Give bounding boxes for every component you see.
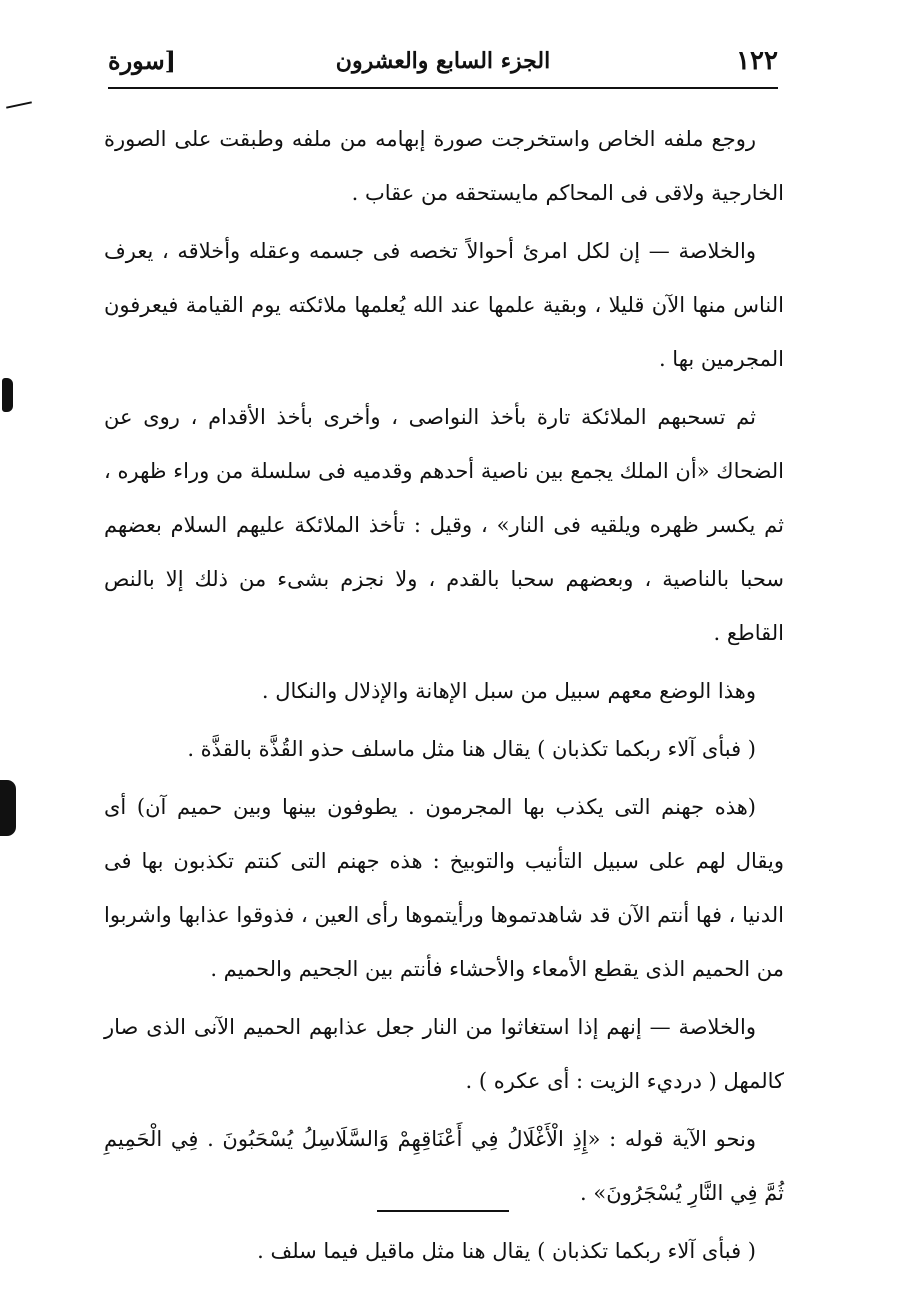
paragraph: روجع ملفه الخاص واستخرجت صورة إبهامه من ملفه وطبقت على الصورة الخارجية ولاقى فى المحاكم مايستحقه من عقاب . [104,127,784,205]
paragraph: والخلاصة — إن لكل امرئ أحوالاً تخصه فى جسمه وعقله وأخلاقه ، يعرف الناس منها الآن قليلا ، وبقية علمها عند الله يُعلمها ملائكته يوم القيامة فيعرفون المجرمين بها . [104,239,784,371]
paragraph: ( فبأى آلاء ربكما تكذبان ) يقال هنا مثل ماسلف حذو القُذَّة بالقذَّة . [187,737,756,761]
surah-label: [سورة [108,46,177,75]
header-rule [108,87,778,89]
paragraph: ونحو الآية قوله : «إِذِ الْأَغْلَالُ فِي أَعْنَاقِهِمْ وَالسَّلَاسِلُ يُسْحَبُونَ . فِي الْحَمِيمِ ثُمَّ فِي النَّارِ يُسْجَرُونَ» . [104,1127,784,1205]
scan-artifact [2,378,13,412]
running-title: الجزء السابع والعشرون [335,48,551,74]
scan-artifact [0,780,16,836]
paragraph: (هذه جهنم التى يكذب بها المجرمون . يطوفون بينها وبين حميم آن) أى ويقال لهم على سبيل التأنيب والتوبيخ : هذه جهنم التى كنتم تكذبون بها فى الدنيا ، فها أنتم الآن قد شاهدتموها ورأيتموها رأى العين ، فذوقوا عذابها واشربوا من الحميم الذى يقطع الأمعاء والأحشاء فأنتم بين الجحيم والحميم . [104,795,784,981]
end-rule [377,1210,509,1212]
paragraph: والخلاصة — إنهم إذا استغاثوا من النار جعل عذابهم الحميم الآنى الذى صار كالمهل ( درديء الزيت : أى عكره ) . [104,1015,784,1093]
paragraph: وهذا الوضع معهم سبيل من سبل الإهانة والإذلال والنكال . [261,679,756,703]
page-number: ١٢٢ [736,46,778,76]
page-header [108,40,778,90]
paragraph: ( فبأى آلاء ربكما تكذبان ) يقال هنا مثل ماقيل فيما سلف . [257,1239,756,1263]
paragraph: ثم تسحبهم الملائكة تارة بأخذ النواصى ، وأخرى بأخذ الأقدام ، روى عن الضحاك «أن الملك يجمع بين ناصية أحدهم وقدميه فى سلسلة من وراء ظهره ، ثم يكسر ظهره ويلقيه فى النار» ، وقيل : تأخذ الملائكة عليهم السلام بعضهم سحبا بالناصية ، وبعضهم سحبا بالقدم ، ولا نجزم بشىء من ذلك إلا بالنص القاطع . [104,405,784,645]
body-text [104,112,784,1282]
scan-artifact [6,101,32,108]
